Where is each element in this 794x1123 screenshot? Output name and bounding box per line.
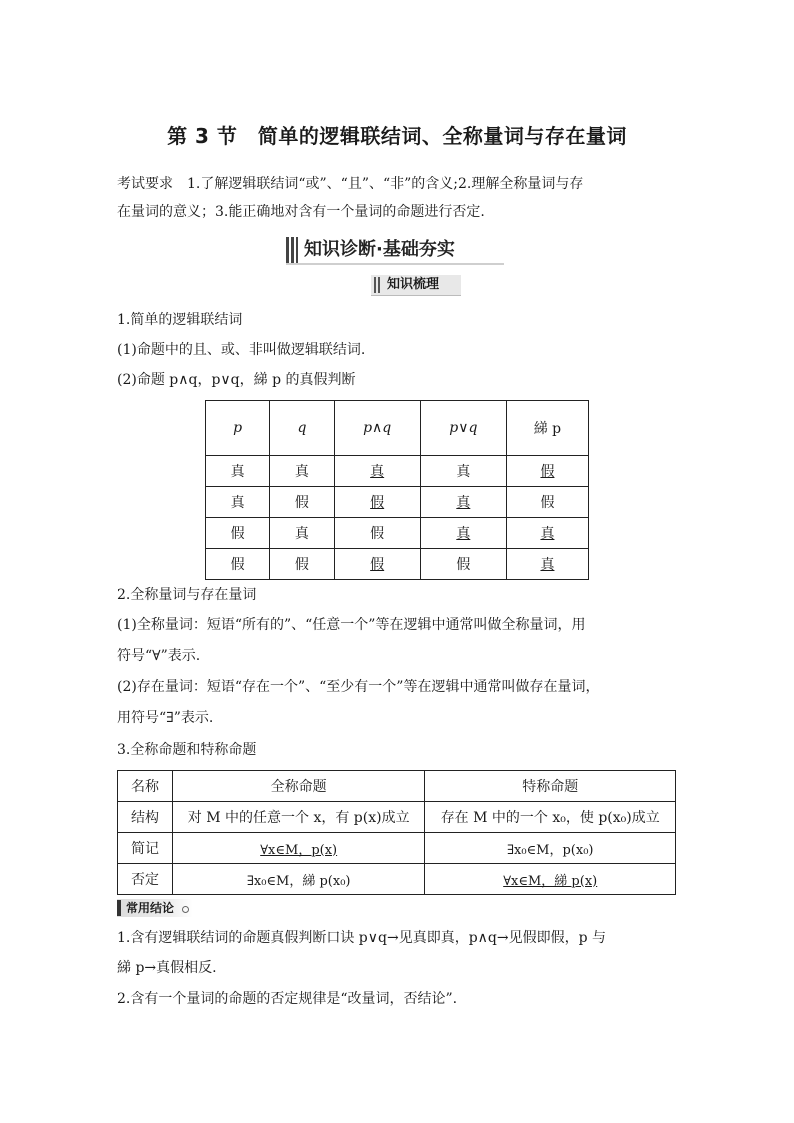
table-row — [206, 518, 589, 549]
truth-header-q: q — [270, 401, 334, 456]
exam-requirements-line2: 在量词的意义；3.能正确地对含有一个量词的命题进行否定. — [117, 204, 485, 220]
answer-blank: 假 — [370, 557, 385, 573]
s2-paragraph-1b: 符号“∀”表示. — [117, 648, 201, 664]
conclusions-label: 常用结论 — [126, 901, 175, 915]
table-cell: 真 — [420, 456, 506, 487]
conclusion-2: 2.含有一个量词的命题的否定规律是“改量词，否结论”. — [117, 991, 458, 1007]
table-cell: 假 — [420, 549, 506, 580]
table-cell — [172, 833, 425, 864]
table-cell: 假 — [206, 549, 270, 580]
table-cell — [420, 487, 506, 518]
quantifier-header-row — [118, 771, 676, 802]
table-cell: 真 — [270, 456, 334, 487]
conclusion-1b: 綈 p→真假相反. — [117, 960, 217, 976]
quant-header-name: 名称 — [118, 771, 173, 802]
section-tab — [371, 275, 461, 296]
table-cell: 假 — [334, 518, 420, 549]
answer-blank: ∀x∈M，p(x) — [260, 842, 338, 858]
requirements-text-1: 1.了解逻辑联结词“或”、“且”、“非”的含义;2.理解全称量词与存 — [187, 176, 584, 192]
table-row — [118, 802, 676, 833]
table-cell: ∃x₀∈M，綈 p(x₀) — [172, 864, 425, 895]
table-cell: 真 — [206, 487, 270, 518]
table-cell — [334, 487, 420, 518]
truth-header-or: p∨q — [420, 401, 506, 456]
section-banner — [286, 237, 504, 265]
table-cell — [334, 456, 420, 487]
table-cell: 存在 M 中的一个 x₀，使 p(x₀)成立 — [425, 802, 676, 833]
table-cell — [425, 864, 676, 895]
truth-header-p: p — [206, 401, 270, 456]
table-cell: 结构 — [118, 802, 173, 833]
s1-heading: 1.简单的逻辑联结词 — [117, 312, 243, 328]
table-cell — [506, 518, 588, 549]
table-cell: 假 — [206, 518, 270, 549]
table-cell: 真 — [270, 518, 334, 549]
s1-paragraph-1: (1)命题中的且、或、非叫做逻辑联结词. — [117, 342, 366, 358]
quantifier-table — [117, 770, 676, 895]
answer-blank: 真 — [540, 526, 555, 542]
table-cell: 对 M 中的任意一个 x，有 p(x)成立 — [172, 802, 425, 833]
table-row — [206, 487, 589, 518]
conclusion-1a: 1.含有逻辑联结词的命题真假判断口诀 p∨q→见真即真，p∧q→见假即假，p 与 — [117, 930, 607, 946]
table-cell — [334, 549, 420, 580]
page-title: 第 3 节 简单的逻辑联结词、全称量词与存在量词 — [167, 124, 627, 148]
table-row — [118, 864, 676, 895]
table-cell: 真 — [206, 456, 270, 487]
answer-blank: 假 — [370, 495, 385, 511]
table-row — [206, 549, 589, 580]
tab-text: 知识梳理 — [387, 277, 440, 292]
table-cell: 假 — [270, 487, 334, 518]
truth-header-not: 綈 p — [506, 401, 588, 456]
table-cell — [420, 518, 506, 549]
table-cell: 假 — [270, 549, 334, 580]
table-cell: 假 — [506, 487, 588, 518]
s2-paragraph-2b: 用符号“∃”表示. — [117, 710, 214, 726]
circle-icon — [182, 906, 189, 913]
truth-header-and: p∧q — [334, 401, 420, 456]
truth-table — [205, 400, 589, 580]
s1-paragraph-2: (2)命题 p∧q，p∨q，綈 p 的真假判断 — [117, 372, 356, 388]
table-row — [206, 456, 589, 487]
table-row — [118, 833, 676, 864]
quant-header-universal: 全称命题 — [172, 771, 425, 802]
table-cell — [506, 456, 588, 487]
table-cell — [506, 549, 588, 580]
s2-paragraph-2a: (2)存在量词：短语“存在一个”、“至少有一个”等在逻辑中通常叫做存在量词， — [117, 679, 600, 695]
table-cell: 简记 — [118, 833, 173, 864]
answer-blank: ∀x∈M，綈 p(x) — [503, 873, 598, 889]
answer-blank: 假 — [540, 464, 555, 480]
answer-blank: 真 — [456, 495, 471, 511]
conclusions-bar-icon — [117, 900, 121, 916]
answer-blank: 真 — [456, 526, 471, 542]
s2-heading: 2.全称量词与存在量词 — [117, 587, 257, 603]
banner-text: 知识诊断·基础夯实 — [304, 239, 455, 260]
s2-paragraph-1a: (1)全称量词：短语“所有的”、“任意一个”等在逻辑中通常叫做全称量词，用 — [117, 617, 586, 633]
exam-requirements-label: 考试要求 — [117, 176, 173, 192]
answer-blank: 真 — [540, 557, 555, 573]
conclusions-label-box — [117, 899, 193, 917]
table-cell: 否定 — [118, 864, 173, 895]
banner-bars-icon — [286, 237, 298, 263]
s3-heading: 3.全称命题和特称命题 — [117, 742, 257, 758]
exam-requirements-line1 — [117, 170, 687, 198]
table-cell: ∃x₀∈M，p(x₀) — [425, 833, 676, 864]
quant-header-existential: 特称命题 — [425, 771, 676, 802]
truth-table-header-row — [206, 401, 589, 456]
tab-bars-icon — [374, 277, 382, 293]
answer-blank: 真 — [370, 464, 385, 480]
